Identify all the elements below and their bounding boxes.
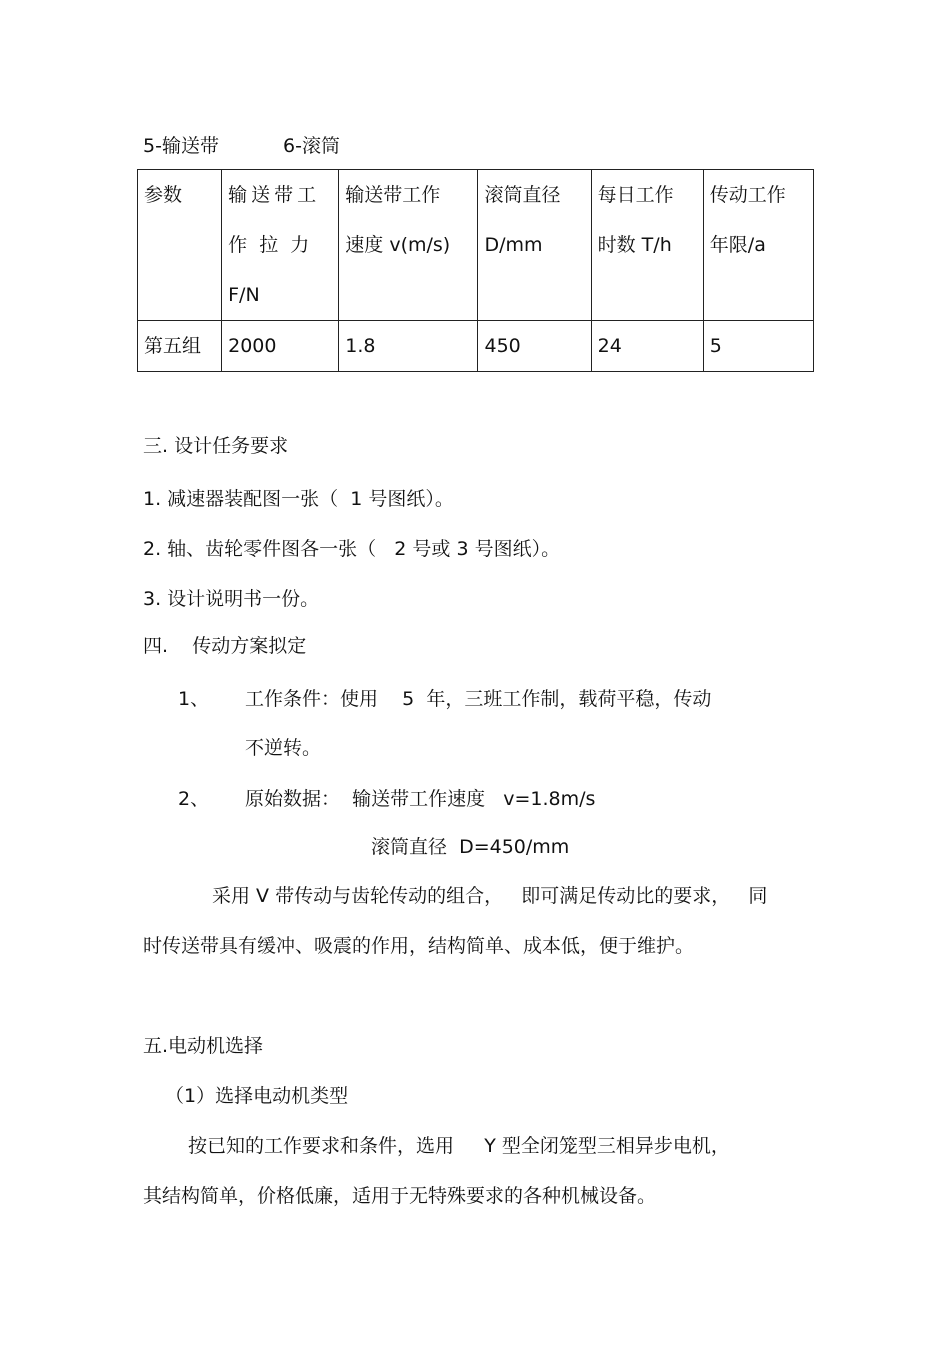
header-cell: 参数 bbox=[138, 170, 222, 321]
table-cell: 1.8 bbox=[339, 321, 478, 372]
motor-para-line-2: 其结构简单，价格低廉，适用于无特殊要求的各种机械设备。 bbox=[143, 1185, 657, 1207]
table-row bbox=[138, 321, 814, 372]
legend-item-5: 5-输送带 bbox=[143, 135, 219, 157]
scheme-para-line-1: 采用 V 带传动与齿轮传动的组合， 即可满足传动比的要求， 同 bbox=[212, 885, 768, 907]
data-line-1: 原始数据： 输送带工作速度 v=1.8m/s bbox=[245, 788, 596, 810]
scheme-para-line-2: 时传送带具有缓冲、吸震的作用，结构简单、成本低，便于维护。 bbox=[143, 935, 695, 957]
parameter-table bbox=[137, 169, 814, 372]
table-cell: 2000 bbox=[222, 321, 339, 372]
header-cell: 滚筒直径 D/mm bbox=[478, 170, 591, 321]
legend-item-6: 6-滚筒 bbox=[283, 135, 340, 157]
section5-subtitle: （1）选择电动机类型 bbox=[165, 1085, 349, 1107]
table-cell: 24 bbox=[591, 321, 703, 372]
table-header-row bbox=[138, 170, 814, 321]
section3-item-2: 2. 轴、齿轮零件图各一张（ 2 号或 3 号图纸）。 bbox=[143, 538, 561, 560]
header-cell: 输送带工 作 拉 力 F/N bbox=[222, 170, 339, 321]
table-cell: 450 bbox=[478, 321, 591, 372]
data-line-2: 滚筒直径 D=450/mm bbox=[371, 836, 570, 858]
section3-item-3: 3. 设计说明书一份。 bbox=[143, 588, 320, 610]
section3-title: 三. 设计任务要求 bbox=[143, 435, 289, 457]
header-cell: 每日工作 时数 T/h bbox=[591, 170, 703, 321]
table-cell: 5 bbox=[703, 321, 813, 372]
header-cell: 输送带工作 速度 v(m/s) bbox=[339, 170, 478, 321]
condition-line-1: 工作条件：使用 5 年，三班工作制，载荷平稳，传动 bbox=[245, 688, 712, 710]
data-number: 2、 bbox=[178, 788, 210, 810]
section4-title: 四. 传动方案拟定 bbox=[143, 635, 307, 657]
section5-title: 五.电动机选择 bbox=[143, 1035, 264, 1057]
table-cell: 第五组 bbox=[138, 321, 222, 372]
condition-line-2: 不逆转。 bbox=[245, 737, 322, 759]
condition-number: 1、 bbox=[178, 688, 210, 710]
section3-item-1: 1. 减速器装配图一张（ 1 号图纸）。 bbox=[143, 488, 454, 510]
header-cell: 传动工作 年限/a bbox=[703, 170, 813, 321]
motor-para-line-1: 按已知的工作要求和条件，选用 Y 型全闭笼型三相异步电机， bbox=[188, 1135, 730, 1157]
